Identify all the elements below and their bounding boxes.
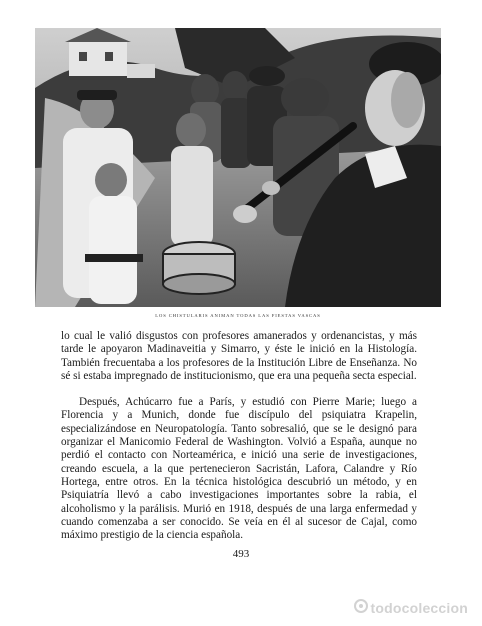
watermark-text: todocoleccion xyxy=(370,599,468,616)
photograph xyxy=(35,28,441,307)
todocoleccion-logo-icon xyxy=(354,599,368,616)
paragraph-1: lo cual le valió disgustos con profesores amanerados y ordenancistas, y más tarde le apoyaron Madinaveitia y Simarro, y éste le inició en la Histología. También frecuentaba a los profesores de la Institución Libre de Enseñanza. No sé si estaba impregnado de institucionismo, que era una pequeña secta especial. xyxy=(61,330,417,382)
watermark xyxy=(354,599,469,616)
page-number: 493 xyxy=(232,548,250,560)
paragraph-2: Después, Achúcarro fue a París, y estudió con Pierre Marie; luego a Florencia y a Munich, donde fue discípulo del psiquiatra Krapelin, especializándose en Neuropatología. Tanto sobresalió, que se le designó para organizar el Manicomio Federal de Washington. Volvió a España, aunque no perdió el contacto con Norteamérica, e inició una serie de investigaciones, creando escuela, a la que pertenecieron Sacristán, Lafora, Calandre y Río Hortega, entre otros. En la técnica histológica descubrió un método, y en Psiquiatría llevó a cabo investigaciones importantes sobre la rabia, el alcoholismo y la parálisis. Murió en 1918, después de una larga enfermedad y cuando comenzaba a ser conocido. Se veía en él al sucesor de Cajal, como máximo prestigio de la ciencia española. xyxy=(61,396,417,542)
body-text xyxy=(61,330,417,542)
photo-caption: LOS CHISTULARIS ANIMAN TODAS LAS FIESTAS VASCAS xyxy=(155,313,321,318)
photo-illustration xyxy=(35,28,441,307)
